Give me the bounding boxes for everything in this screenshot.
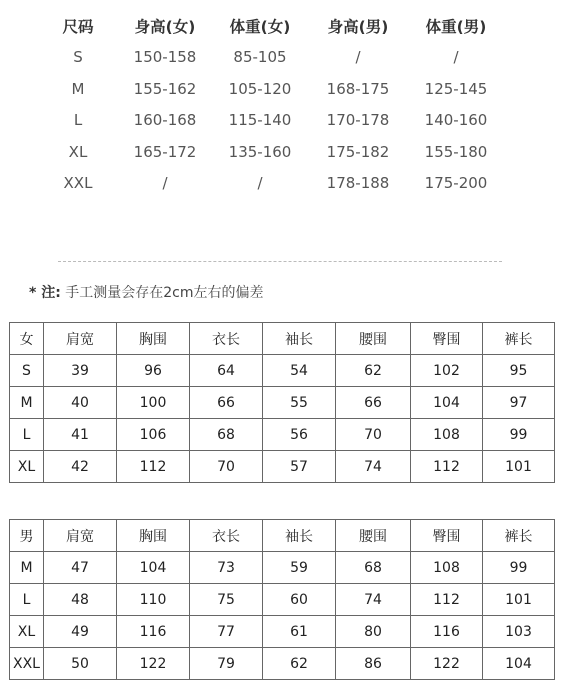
table-cell: 59 (263, 552, 336, 584)
table-header-cell: 臀围 (411, 323, 483, 355)
table-cell: 77 (190, 616, 263, 648)
table-cell: 116 (411, 616, 483, 648)
table-row (10, 419, 555, 451)
table-cell: 70 (190, 451, 263, 483)
table-cell: 70 (336, 419, 411, 451)
size-cell: 175-200 (424, 174, 488, 193)
table-cell: M (10, 387, 44, 419)
table-row (10, 616, 555, 648)
table-cell: 104 (117, 552, 190, 584)
table-cell: S (10, 355, 44, 387)
size-cell: / (453, 48, 459, 67)
table-header-cell: 袖长 (263, 323, 336, 355)
table-cell: 41 (44, 419, 117, 451)
table-header-row (10, 520, 555, 552)
table-cell: 101 (483, 584, 555, 616)
table-header-cell: 袖长 (263, 520, 336, 552)
table-cell: 57 (263, 451, 336, 483)
table-cell: 64 (190, 355, 263, 387)
size-row (40, 105, 510, 137)
table-row (10, 552, 555, 584)
table-cell: 62 (336, 355, 411, 387)
size-cell: 170-178 (326, 111, 390, 130)
table-cell: 60 (263, 584, 336, 616)
table-cell: 79 (190, 648, 263, 680)
header-weight-women: 体重(女) (229, 17, 291, 36)
table-cell: XXL (10, 648, 44, 680)
table-cell: 108 (411, 419, 483, 451)
size-cell: 165-172 (133, 142, 197, 161)
table-header-row (10, 323, 555, 355)
dashed-divider (58, 261, 502, 262)
table-cell: 106 (117, 419, 190, 451)
table-row (10, 451, 555, 483)
table-cell: 49 (44, 616, 117, 648)
size-cell: 115-140 (228, 111, 292, 130)
table-cell: 61 (263, 616, 336, 648)
table-cell: 116 (117, 616, 190, 648)
table-cell: M (10, 552, 44, 584)
table-cell: 42 (44, 451, 117, 483)
header-size: 尺码 (62, 17, 94, 36)
size-cell: 155-162 (133, 79, 197, 98)
table-cell: XL (10, 616, 44, 648)
table-cell: 80 (336, 616, 411, 648)
note-label: * 注: (29, 285, 61, 301)
table-row (10, 648, 555, 680)
size-cell: 168-175 (326, 79, 390, 98)
size-chart-header (40, 10, 510, 42)
table-cell: 122 (411, 648, 483, 680)
header-weight-men: 体重(男) (425, 17, 487, 36)
table-cell: 56 (263, 419, 336, 451)
size-chart (40, 10, 510, 199)
size-cell: XXL (63, 174, 93, 193)
table-header-cell: 臀围 (411, 520, 483, 552)
header-height-women: 身高(女) (134, 17, 196, 36)
table-cell: 55 (263, 387, 336, 419)
size-cell: 105-120 (228, 79, 292, 98)
table-header-cell: 女 (10, 323, 44, 355)
size-cell: 175-182 (326, 142, 390, 161)
table-cell: 112 (411, 451, 483, 483)
size-cell: / (355, 48, 361, 67)
table-cell: 39 (44, 355, 117, 387)
table-cell: 110 (117, 584, 190, 616)
table-cell: 50 (44, 648, 117, 680)
table-cell: 100 (117, 387, 190, 419)
table-cell: 74 (336, 584, 411, 616)
size-cell: L (73, 111, 83, 130)
size-cell: 125-145 (424, 79, 488, 98)
size-cell: 155-180 (424, 142, 488, 161)
size-cell: M (71, 79, 85, 98)
size-cell: 85-105 (233, 48, 287, 67)
table-header-cell: 腰围 (336, 520, 411, 552)
table-cell: 75 (190, 584, 263, 616)
size-cell: 178-188 (326, 174, 390, 193)
table-header-cell: 裤长 (483, 520, 555, 552)
table-cell: 101 (483, 451, 555, 483)
table-cell: 86 (336, 648, 411, 680)
table-cell: 97 (483, 387, 555, 419)
size-cell: / (257, 174, 263, 193)
table-cell: 112 (117, 451, 190, 483)
table-cell: 95 (483, 355, 555, 387)
table-cell: 74 (336, 451, 411, 483)
men-measurement-table (9, 519, 555, 680)
table-cell: 66 (190, 387, 263, 419)
table-row (10, 355, 555, 387)
table-header-cell: 衣长 (190, 520, 263, 552)
table-cell: 48 (44, 584, 117, 616)
table-cell: 62 (263, 648, 336, 680)
table-header-cell: 胸围 (117, 520, 190, 552)
table-cell: 104 (483, 648, 555, 680)
table-cell: 40 (44, 387, 117, 419)
size-cell: XL (68, 142, 88, 161)
table-cell: 103 (483, 616, 555, 648)
table-cell: 108 (411, 552, 483, 584)
table-row (10, 584, 555, 616)
size-cell: 140-160 (424, 111, 488, 130)
size-row (40, 73, 510, 105)
table-cell: L (10, 584, 44, 616)
table-cell: 102 (411, 355, 483, 387)
table-cell: 99 (483, 552, 555, 584)
table-cell: 68 (190, 419, 263, 451)
table-cell: 47 (44, 552, 117, 584)
size-cell: 135-160 (228, 142, 292, 161)
table-cell: 54 (263, 355, 336, 387)
table-row (10, 387, 555, 419)
size-cell: 160-168 (133, 111, 197, 130)
size-cell: S (73, 48, 83, 67)
size-cell: 150-158 (133, 48, 197, 67)
table-cell: 66 (336, 387, 411, 419)
table-cell: 99 (483, 419, 555, 451)
size-cell: / (162, 174, 168, 193)
measurement-note (29, 282, 264, 302)
table-cell: 104 (411, 387, 483, 419)
table-cell: L (10, 419, 44, 451)
table-header-cell: 肩宽 (44, 323, 117, 355)
table-cell: 122 (117, 648, 190, 680)
table-cell: 112 (411, 584, 483, 616)
table-header-cell: 衣长 (190, 323, 263, 355)
header-height-men: 身高(男) (327, 17, 389, 36)
size-row (40, 136, 510, 168)
table-cell: 68 (336, 552, 411, 584)
table-cell: 73 (190, 552, 263, 584)
table-header-cell: 腰围 (336, 323, 411, 355)
table-header-cell: 胸围 (117, 323, 190, 355)
table-cell: XL (10, 451, 44, 483)
table-header-cell: 裤长 (483, 323, 555, 355)
note-text: 手工测量会存在2cm左右的偏差 (65, 285, 264, 301)
table-header-cell: 肩宽 (44, 520, 117, 552)
table-header-cell: 男 (10, 520, 44, 552)
table-cell: 96 (117, 355, 190, 387)
size-row (40, 42, 510, 74)
size-row (40, 168, 510, 200)
women-measurement-table (9, 322, 555, 483)
